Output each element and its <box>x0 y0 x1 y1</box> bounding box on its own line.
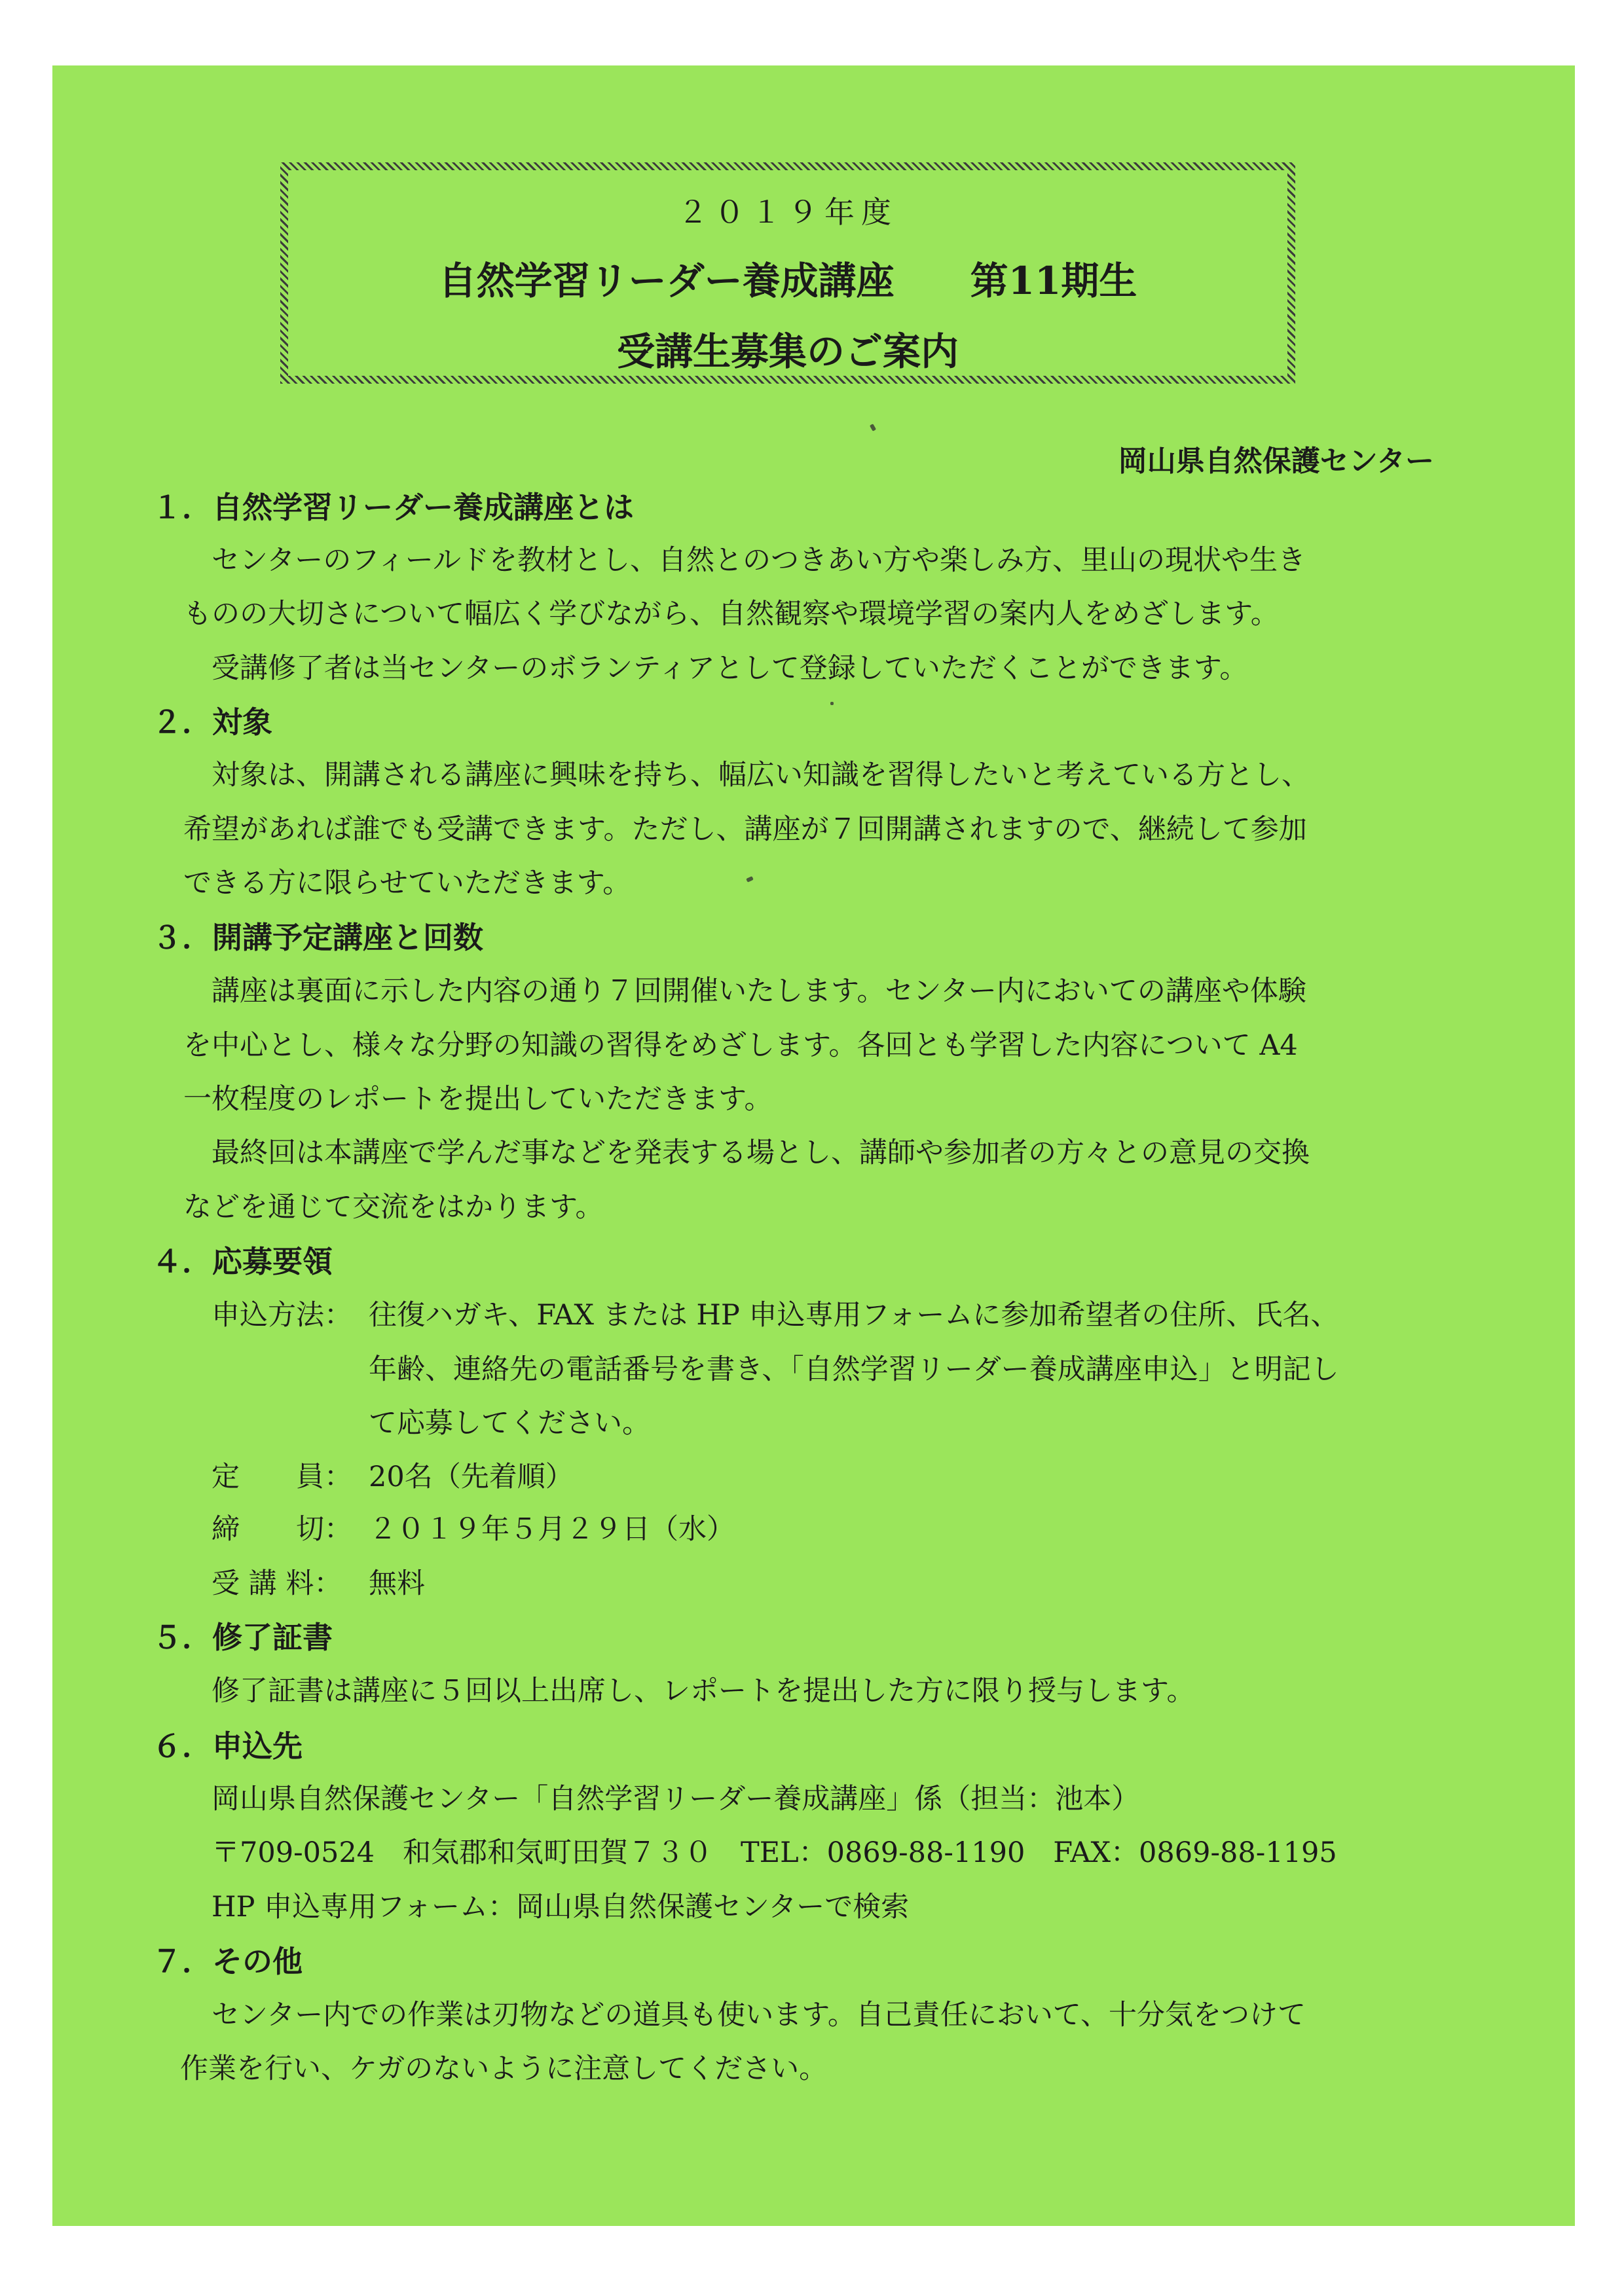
section-5-text: 修了証書は講座に５回以上出席し、レポートを提出した方に限り授与します。 <box>212 1675 1195 1707</box>
fee-label: 受 講 料： <box>212 1567 342 1600</box>
section-6-heading: ６．申込先 <box>152 1728 303 1764</box>
section-3-text: などを通じて交流をはかります。 <box>183 1191 604 1224</box>
organization-name: 岡山県自然保護センター <box>1118 445 1434 478</box>
section-2-text: 対象は、開講される講座に興味を持ち、幅広い知識を習得したいと考えている方とし、 <box>212 759 1310 792</box>
section-1-text: ものの大切さについて幅広く学びながら、自然観察や環境学習の案内人をめざします。 <box>183 598 1279 630</box>
section-7-heading: ７．その他 <box>152 1944 303 1979</box>
section-2-text: 希望があれば誰でも受講できます。ただし、講座が７回開講されますので、継続して参加 <box>183 813 1307 846</box>
capacity-value: 20名（先着順） <box>369 1461 574 1493</box>
section-2-text: できる方に限らせていただきます。 <box>183 867 631 900</box>
contact-line: 岡山県自然保護センター「自然学習リーダー養成講座」係（担当：池本） <box>212 1783 1140 1815</box>
fee-value: 無料 <box>369 1567 425 1600</box>
section-4-heading: ４．応募要領 <box>152 1244 333 1279</box>
course-title: 自然学習リーダー養成講座 第11期生 <box>438 259 1137 303</box>
method-text: 年齢、連絡先の電話番号を書き、「自然学習リーダー養成講座申込」と明記し <box>369 1353 1339 1386</box>
section-3-text: 一枚程度のレポートを提出していただきます。 <box>183 1083 773 1116</box>
section-3-text: を中心とし、様々な分野の知識の習得をめざします。各回とも学習した内容について A4 <box>183 1029 1298 1062</box>
contact-web: HP 申込専用フォーム：岡山県自然保護センターで検索 <box>212 1891 910 1923</box>
section-1-text: センターのフィールドを教材とし、自然とのつきあい方や楽しみ方、里山の現状や生き <box>212 544 1306 577</box>
section-7-text: センター内での作業は刃物などの道具も使います。自己責任において、十分気をつけて <box>212 1999 1306 2032</box>
section-2-heading: ２．対象 <box>152 704 272 740</box>
section-3-heading: ３．開講予定講座と回数 <box>152 920 483 955</box>
deadline-label: 締 切： <box>212 1513 352 1546</box>
section-1-text: 受講修了者は当センターのボランティアとして登録していただくことができます。 <box>212 652 1248 685</box>
section-5-heading: ５．修了証書 <box>152 1620 333 1655</box>
method-text: 往復ハガキ、FAX または HP 申込専用フォームに参加希望者の住所、氏名、 <box>369 1299 1339 1332</box>
course-subtitle: 受講生募集のご案内 <box>616 329 959 374</box>
section-7-text: 作業を行い、ケガのないように注意してください。 <box>180 2052 828 2085</box>
method-label: 申込方法： <box>212 1299 352 1332</box>
year-label: ２０１９年度 <box>678 194 898 230</box>
section-1-heading: １．自然学習リーダー養成講座とは <box>152 490 634 525</box>
section-3-text: 講座は裏面に示した内容の通り７回開催いたします。センター内においての講座や体験 <box>212 975 1306 1008</box>
method-text: て応募してください。 <box>369 1407 650 1440</box>
capacity-label: 定 員： <box>212 1461 352 1493</box>
title-frame <box>280 162 1295 384</box>
contact-address: 〒709-0524 和気郡和気町田賀７３０ TEL：0869-88-1190 FAX：0869-88-1195 <box>212 1836 1337 1869</box>
scan-speck <box>830 702 834 705</box>
deadline-value: ２０１９年５月２９日（水） <box>369 1513 735 1546</box>
section-3-text: 最終回は本講座で学んだ事などを発表する場とし、講師や参加者の方々との意見の交換 <box>212 1137 1310 1169</box>
